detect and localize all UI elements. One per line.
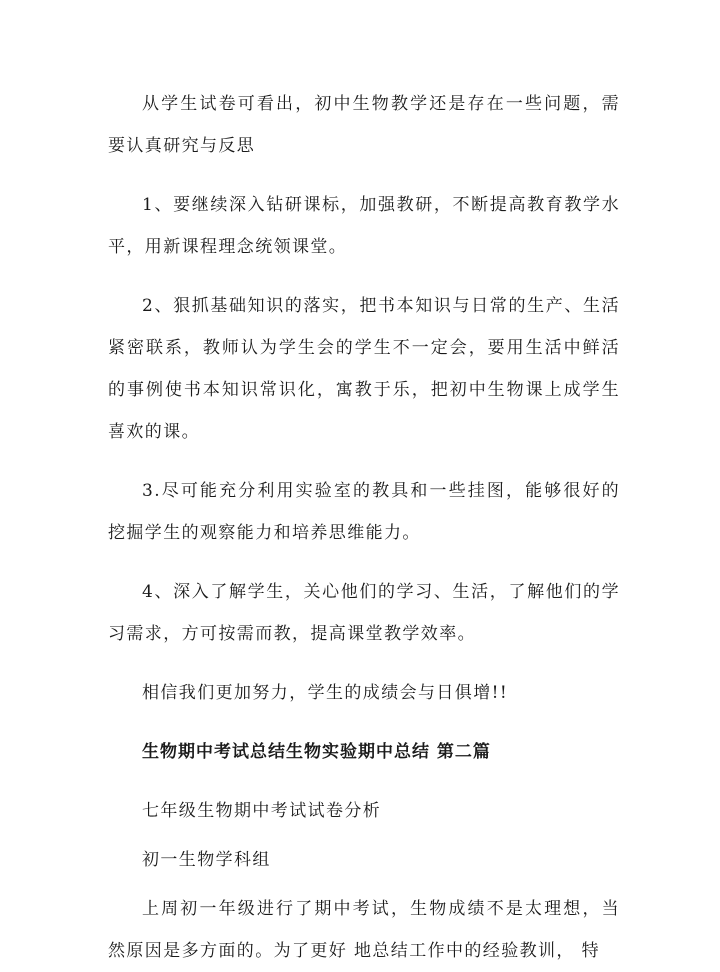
subtitle: 七年级生物期中考试试卷分析 bbox=[142, 801, 382, 821]
paragraph-body: 上周初一年级进行了期中考试，生物成绩不是太理想，当然原因是多方面的。为了更好 地总结工作中的经验教训， 特 bbox=[108, 899, 620, 961]
section-heading: 生物期中考试总结生物实验期中总结 第二篇 bbox=[142, 742, 491, 762]
paragraph-intro: 从学生试卷可看出，初中生物教学还是存在一些问题，需要认真研究与反思 bbox=[108, 94, 620, 156]
paragraph-point-3: 3.尽可能充分利用实验室的教具和一些挂图，能够很好的挖掘学生的观察能力和培养思维能力。 bbox=[108, 481, 620, 543]
paragraph-point-2: 2、狠抓基础知识的落实，把书本知识与日常的生产、生活紧密联系，教师认为学生会的学生不一定会，要用生活中鲜活的事例使书本知识常识化，寓教于乐，把初中生物课上成学生喜欢的课。 bbox=[108, 296, 620, 442]
paragraph-point-4: 4、深入了解学生，关心他们的学习、生活，了解他们的学习需求，方可按需而教，提高课堂教学效率。 bbox=[108, 582, 620, 644]
paragraph-point-1: 1、要继续深入钻研课标，加强教研，不断提高教育教学水平，用新课程理念统领课堂。 bbox=[108, 195, 620, 257]
paragraph-conclusion: 相信我们更加努力，学生的成绩会与日俱增!! bbox=[142, 683, 509, 703]
author-group: 初一生物学科组 bbox=[142, 850, 271, 870]
